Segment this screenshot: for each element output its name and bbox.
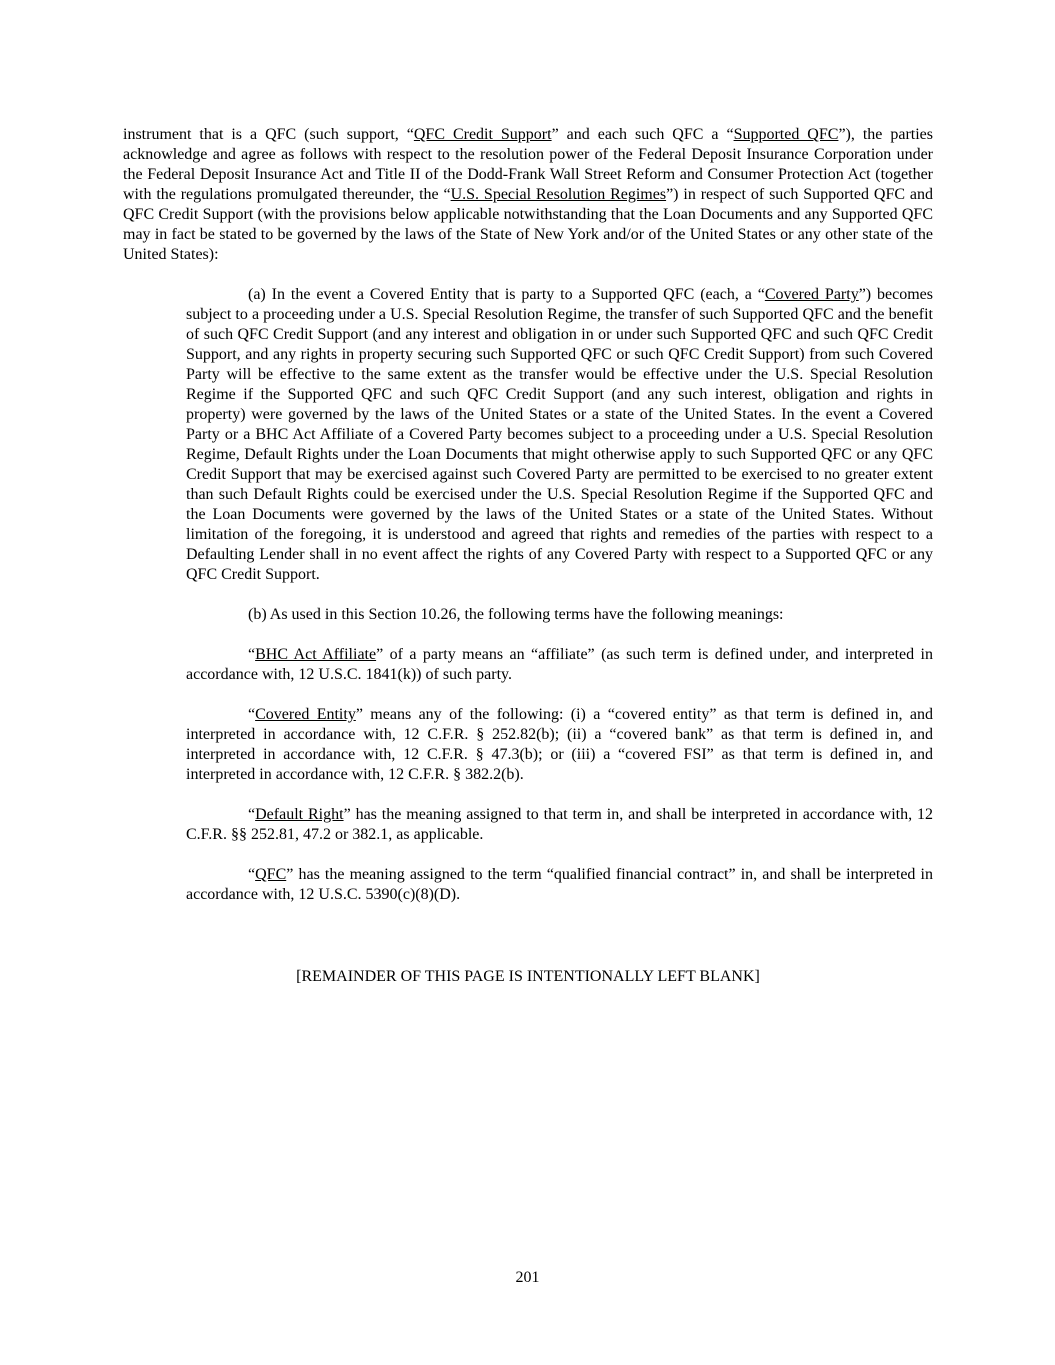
definition-default-right xyxy=(186,805,933,845)
intro-text-run: ”), the parties acknowledge and agree as follows with respect to the resolution power of the Federal Deposit Insurance Corporation under the Federal Deposit Insurance Act and Title II of the Dodd-Frank Wall Street Reform and Consumer Protection Act (together with the regulations promulgated thereunder, the “ xyxy=(123,126,933,203)
definition-text-run: ” has the meaning assigned to the term “qualified financial contract” in, and shall be interpreted in accordance with, 12 U.S.C. 5390(c)(8)(D). xyxy=(186,866,933,903)
defined-term-covered-entity: Covered Entity xyxy=(255,706,356,723)
paragraph-a xyxy=(186,285,933,585)
paragraph-a-text-run: (a) In the event a Covered Entity that is party to a Supported QFC (each, a “ xyxy=(248,286,765,303)
definition-text-run: “ xyxy=(248,646,256,663)
definition-text-run: ” of a party means an “affiliate” (as such term is defined under, and interpreted in accordance with, 12 U.S.C. 1841(k)) of such party. xyxy=(186,646,934,683)
defined-term-us-special-resolution-regimes: U.S. Special Resolution Regimes xyxy=(450,186,667,203)
intro-paragraph xyxy=(123,125,933,265)
definition-covered-entity xyxy=(186,705,933,785)
definition-text-run: “ xyxy=(248,806,256,823)
definition-text-run: ” has the meaning assigned to that term in, and shall be interpreted in accordance with, 12 C.F.R. §§ 252.81, 47.2 or 382.1, as applicable. xyxy=(186,806,933,843)
paragraph-a-text-run: ”) becomes subject to a proceeding under a U.S. Special Resolution Regime, the transfer of such Supported QFC and the benefit of such QFC Credit Support (and any interest and obligation in or under such Supported QFC and such QFC Credit Support, and any rights in property securing such Supported QFC or such QFC Credit Support) from such Covered Party will be effective to the same extent as the transfer would be effective under the U.S. Special Resolution Regime if the Supported QFC and such QFC Credit Support (and any such interest, obligation and rights in property) were governed by the laws of the United States or a state of the United States. In the event a Covered Party or a BHC Act Affiliate of a Covered Party becomes subject to a proceeding under a U.S. Special Resolution Regime, Default Rights under the Loan Documents that might otherwise apply to such Supported QFC or any QFC Credit Support that may be exercised against such Covered Party are permitted to be exercised to no greater extent than such Default Rights could be exercised under the U.S. Special Resolution Regime if the Supported QFC and the Loan Documents were governed by the laws of the United States or a state of the United States. Without limitation of the foregoing, it is understood and agreed that rights and remedies of the parties with respect to a Defaulting Lender shall in no event affect the rights of any Covered Party with respect to a Supported QFC or any QFC Credit Support. xyxy=(186,286,934,583)
definition-qfc xyxy=(186,865,933,905)
definition-text-run: “ xyxy=(248,706,256,723)
intro-text-run: ” and each such QFC a “ xyxy=(551,126,734,143)
paragraph-b xyxy=(186,605,933,625)
definition-text-run: “ xyxy=(248,866,256,883)
definition-text-run: ” means any of the following: (i) a “covered entity” as that term is defined in, and interpreted in accordance with, 12 C.F.R. § 252.82(b); (ii) a “covered bank” as that term is defined in, and interpreted in accordance with, 12 C.F.R. § 47.3(b); or (iii) a “covered FSI” as that term is defined in, and interpreted in accordance with, 12 C.F.R. § 382.2(b). xyxy=(186,706,933,783)
defined-term-supported-qfc: Supported QFC xyxy=(733,126,839,143)
defined-term-covered-party: Covered Party xyxy=(764,286,859,303)
page-content xyxy=(123,125,933,987)
definition-bhc-act-affiliate xyxy=(186,645,933,685)
defined-term-default-right: Default Right xyxy=(255,806,344,823)
paragraph-b-text: (b) As used in this Section 10.26, the following terms have the following meanings: xyxy=(248,606,784,623)
page-number: 201 xyxy=(515,1269,540,1286)
defined-term-bhc-act-affiliate: BHC Act Affiliate xyxy=(255,646,377,663)
intro-text-run: instrument that is a QFC (such support, “ xyxy=(123,126,414,143)
defined-term-qfc-credit-support: QFC Credit Support xyxy=(413,126,552,143)
remainder-notice: [REMAINDER OF THIS PAGE IS INTENTIONALLY LEFT BLANK] xyxy=(296,968,760,985)
defined-term-qfc: QFC xyxy=(255,866,287,883)
intro-text-run: ”) in respect of such Supported QFC and QFC Credit Support (with the provisions below applicable notwithstanding that the Loan Documents and any Supported QFC may in fact be stated to be governed by the laws of the State of New York and/or of the United States or any other state of the United States): xyxy=(123,186,933,263)
